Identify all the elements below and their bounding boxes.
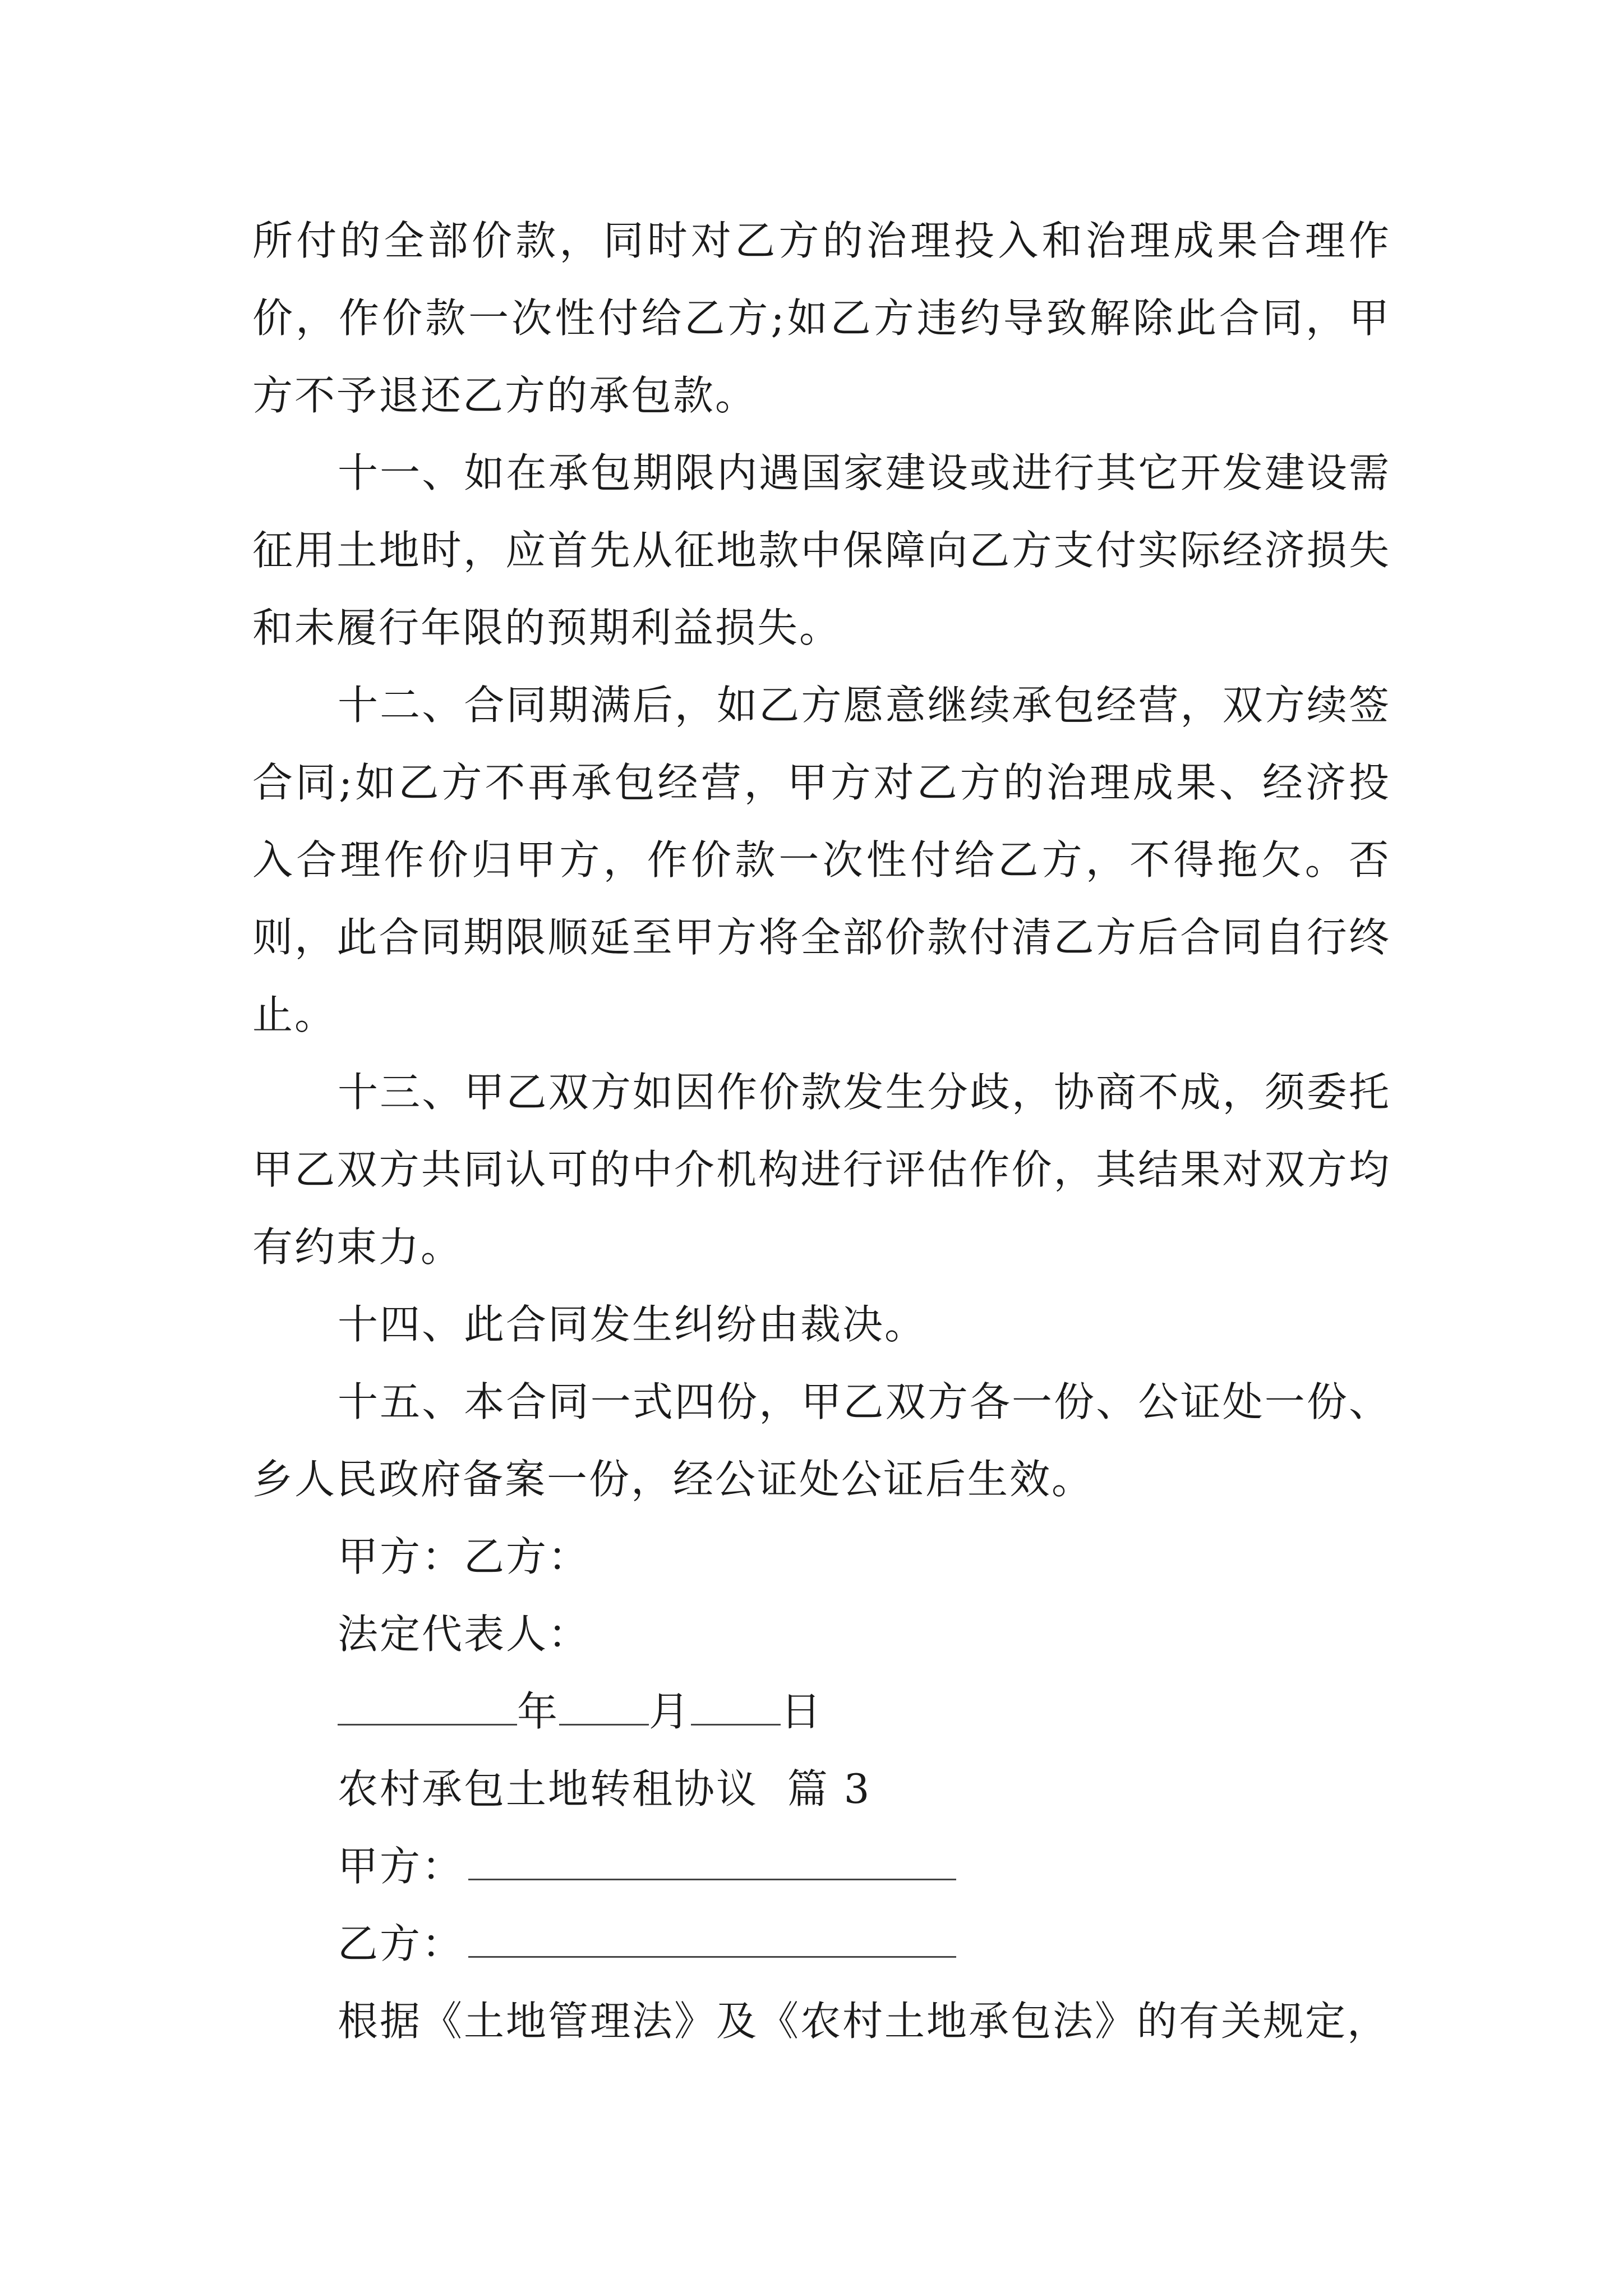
paragraph-clause-11: 十一、如在承包期限内遇国家建设或进行其它开发建设需征用土地时，应首先从征地款中保障向乙方支付实际经济损失和未履行年限的预期利益损失。: [252, 449, 1391, 651]
paragraph-clause-14: 十四、此合同发生纠纷由裁决。: [338, 1301, 927, 1348]
year-label: 年: [517, 1688, 560, 1735]
paragraph-clause-13: 十三、甲乙双方如因作价款发生分歧，协商不成，须委托甲乙双方共同认可的中介机构进行评估作价，其结果对双方均有约束力。: [252, 1069, 1391, 1271]
month-label: 月: [649, 1688, 691, 1735]
party-b-blank: [468, 1920, 956, 1958]
paragraph-continued: 所付的全部价款，同时对乙方的治理投入和治理成果合理作价，作价款一次性付给乙方;如乙方违约导致解除此合同，甲方不予退还乙方的承包款。: [252, 217, 1391, 419]
day-blank: [691, 1688, 781, 1726]
party-b-label: 乙方：: [338, 1920, 464, 1967]
signature-parties: 甲方：乙方：: [338, 1533, 591, 1580]
party-a-line: [252, 1828, 1391, 1905]
year-blank: [338, 1688, 517, 1726]
day-label: 日: [781, 1688, 823, 1735]
signature-legal-rep: 法定代表人：: [338, 1611, 591, 1658]
party-a-label: 甲方：: [338, 1843, 464, 1890]
section-3-intro: 根据《土地管理法》及《农村土地承包法》的有关规定，: [338, 1998, 1390, 2045]
month-blank: [559, 1688, 649, 1726]
document-body: [252, 202, 1391, 2060]
paragraph-clause-12: 十二、合同期满后，如乙方愿意继续承包经营，双方续签合同;如乙方不再承包经营，甲方对乙方的治理成果、经济投入合理作价归甲方，作价款一次性付给乙方，不得拖欠。否则，此合同期限顺延至甲方将全部价款付清乙方后合同自行终止。: [252, 682, 1391, 1038]
party-a-blank: [468, 1843, 956, 1880]
section-3-title: 农村承包土地转租协议 篇 3: [338, 1765, 872, 1812]
signature-date: [252, 1673, 1391, 1750]
paragraph-clause-15: 十五、本合同一式四份，甲乙双方各一份、公证处一份、乡人民政府备案一份，经公证处公证后生效。: [252, 1378, 1391, 1503]
party-b-line: [252, 1905, 1391, 1982]
